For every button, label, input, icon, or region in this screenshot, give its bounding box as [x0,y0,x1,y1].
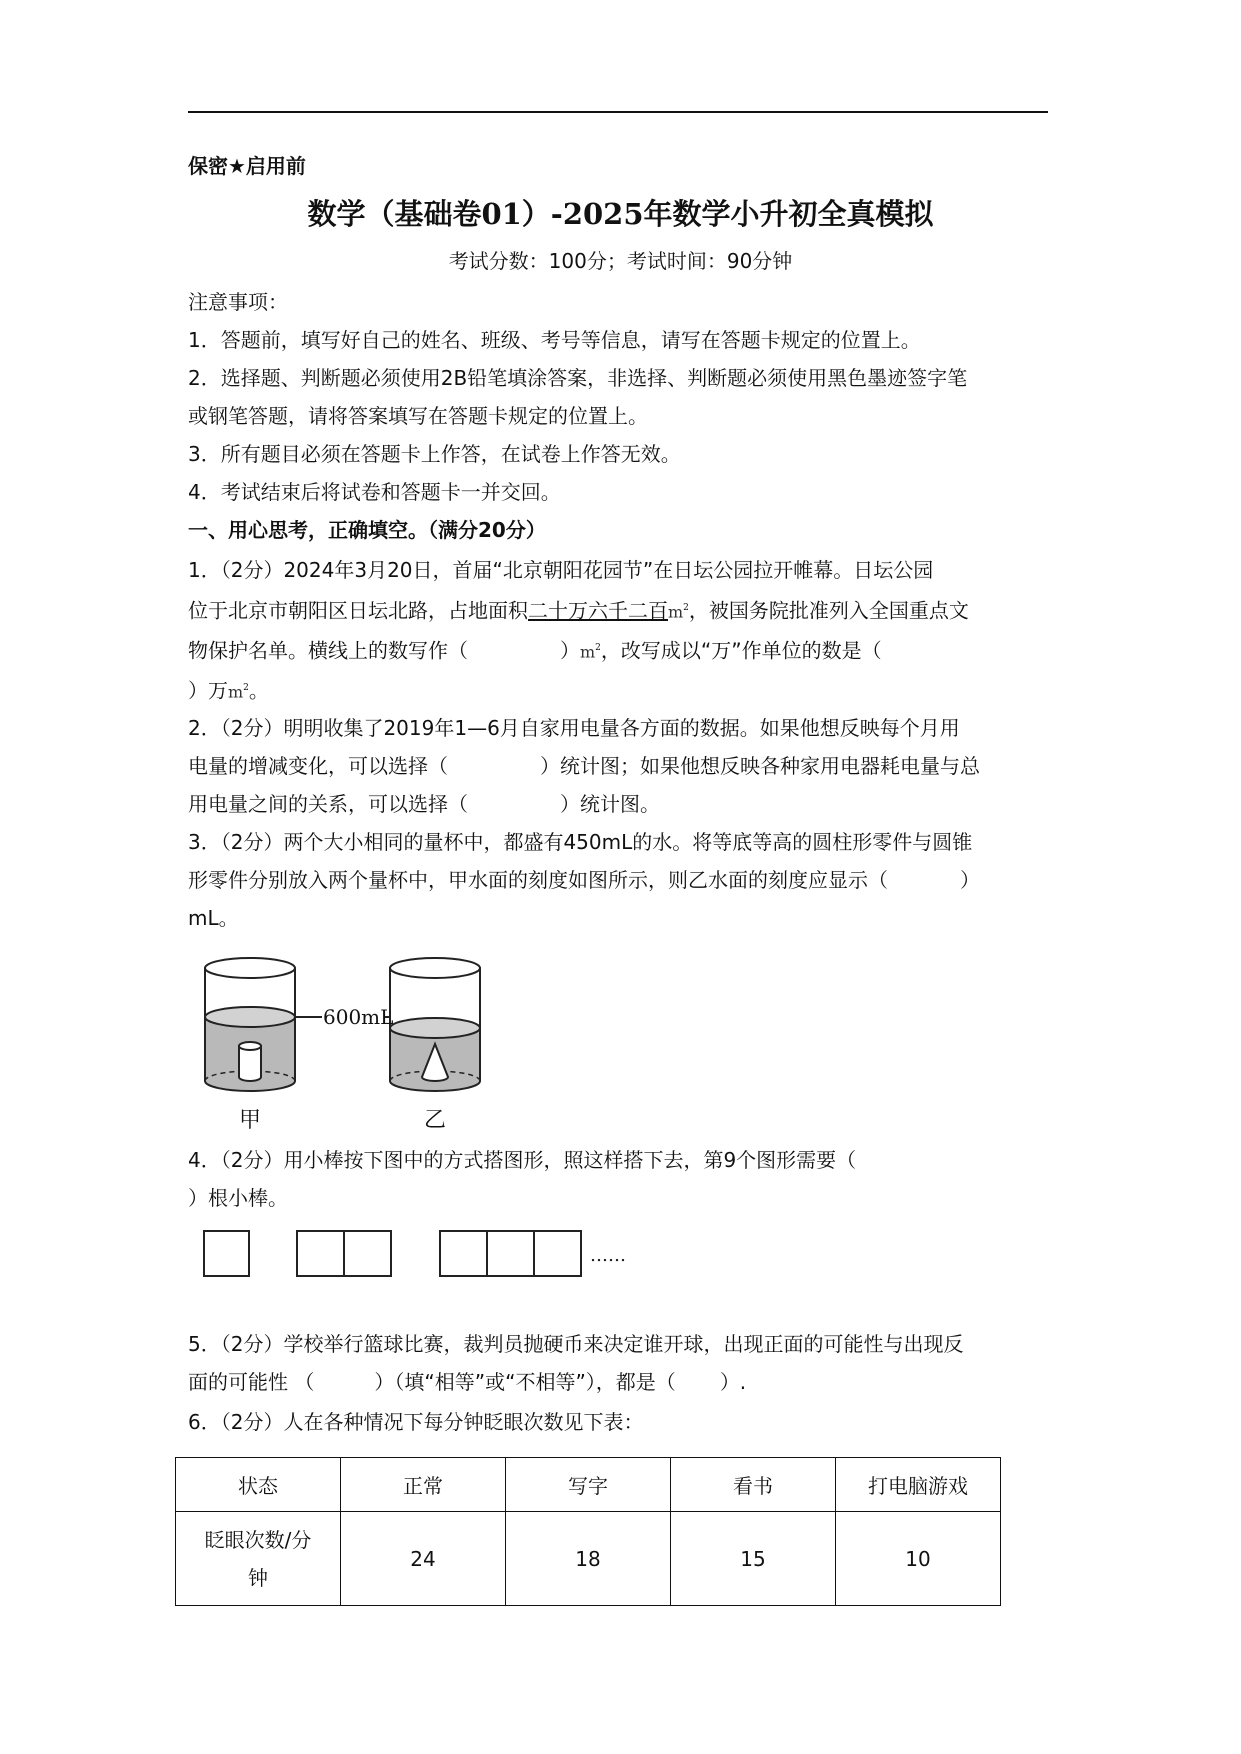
note-item: 4．考试结束后将试卷和答题卡一并交回。 [188,480,561,504]
q1-text: 位于北京市朝阳区日坛北路，占地面积 [188,598,528,623]
q1-line [188,674,269,707]
q1-text: ，被国务院批准列入全国重点文 [688,598,969,623]
q2-line [188,752,980,780]
q1-line [188,594,969,627]
q5-line: 5．（2分）学校举行篮球比赛，裁判员抛硬币来决定谁开球，出现正面的可能性与出现反 [188,1332,964,1356]
table-cell: 24 [341,1512,506,1606]
page-title: 数学（基础卷01）-2025年数学小升初全真模拟 [307,197,934,231]
unit-m: m [668,602,684,622]
table-header-cell: 看书 [671,1458,836,1512]
blink-rate-table [175,1457,1001,1606]
note-item: 3．所有题目必须在答题卡上作答，在试卷上作答无效。 [188,442,681,466]
note-item: 2．选择题、判断题必须使用2B铅笔填涂答案，非选择、判断题必须使用黑色墨迹签字笔 [188,366,968,390]
note-item: 或钢笔答题，请将答案填写在答题卡规定的位置上。 [188,404,648,428]
table-cell: 15 [671,1512,836,1606]
cup-yi [390,958,480,1091]
pattern-1 [204,1231,249,1276]
q2-text: 用电量之间的关系，可以选择（ [188,792,468,816]
pattern-3 [440,1231,581,1276]
cup-jia [205,958,295,1091]
volume-label: 600mL [323,1005,394,1029]
q4-line: ）根小棒。 [188,1186,288,1210]
stick-pattern-figure [200,1225,640,1285]
unit-m: m [580,642,596,662]
cup-label-yi: 乙 [424,1108,447,1133]
row-label-line: 钟 [248,1565,268,1590]
q6-line: 6．（2分）人在各种情况下每分钟眨眼次数见下表： [188,1410,644,1434]
q2-line: 2．（2分）明明收集了2019年1—6月自家用电量各方面的数据。如果他想反映每个月用 [188,716,960,740]
cup-label-jia: 甲 [239,1108,262,1133]
q5-text: 面的可能性 （ [188,1370,315,1394]
q4-line: 4．（2分）用小棒按下图中的方式搭图形，照这样搭下去，第9个图形需要（ [188,1148,857,1172]
table-cell: 18 [506,1512,671,1606]
header-rule [188,111,1048,113]
note-item: 1．答题前，填写好自己的姓名、班级、考号等信息，请写在答题卡规定的位置上。 [188,328,921,352]
q3-text: ） [960,868,980,892]
q1-text: ） [560,638,580,663]
section-heading: 一、用心思考，正确填空。（满分20分） [188,518,546,542]
measuring-cups-figure [195,948,495,1138]
table-header-row [176,1458,1001,1512]
q3-line: 3．（2分）两个大小相同的量杯中，都盛有450mL的水。将等底等高的圆柱形零件与圆锥 [188,830,973,854]
table-row-label [176,1512,341,1606]
table-header-cell: 正常 [341,1458,506,1512]
unit-exponent: 2 [595,643,601,653]
cylinder-top [239,1042,261,1050]
q2-line [188,790,660,818]
water-surface [390,1018,480,1038]
q1-text: 。 [248,678,269,703]
confidential-label: 保密★启用前 [188,154,306,178]
q3-line [188,866,980,894]
exam-info: 考试分数：100分；考试时间：90分钟 [448,249,793,273]
table-header-cell: 写字 [506,1458,671,1512]
ellipsis: …… [590,1245,626,1266]
table-row [176,1512,1001,1606]
table-header-cell: 打电脑游戏 [836,1458,1001,1512]
q1-line [188,634,882,667]
q1-text: ，改写成以“万”作单位的数是（ [600,638,882,663]
table-cell: 10 [836,1512,1001,1606]
q1-text: 物保护名单。横线上的数写作（ [188,638,468,663]
q1-underlined-number: 二十万六千二百 [528,598,668,623]
water-surface [205,1007,295,1027]
notes-heading: 注意事项： [188,290,288,314]
q2-text: ）统计图。 [560,792,660,816]
row-label-line: 眨眼次数/分 [204,1527,312,1552]
q2-text: ）统计图；如果他想反映各种家用电器耗电量与总 [540,754,980,778]
q1-line: 1．（2分）2024年3月20日，首届“北京朝阳花园节”在日坛公园拉开帷幕。日坛公园 [188,558,934,582]
q2-text: 电量的增减变化，可以选择（ [188,754,448,778]
q5-text: ）（填“相等”或“不相等”），都是（ [374,1370,676,1394]
unit-exponent: 2 [243,683,249,693]
q5-line [188,1368,746,1396]
q3-line: mL。 [188,906,239,930]
q3-text: 形零件分别放入两个量杯中，甲水面的刻度如图所示，则乙水面的刻度应显示（ [188,868,888,892]
table-header-cell: 状态 [176,1458,341,1512]
q5-text: ）. [719,1370,747,1394]
unit-m: m [228,682,244,702]
cup-rim [205,958,295,978]
q1-text: ）万 [188,678,228,703]
cylinder-part [239,1046,261,1081]
cup-rim [390,958,480,978]
unit-exponent: 2 [683,603,689,613]
